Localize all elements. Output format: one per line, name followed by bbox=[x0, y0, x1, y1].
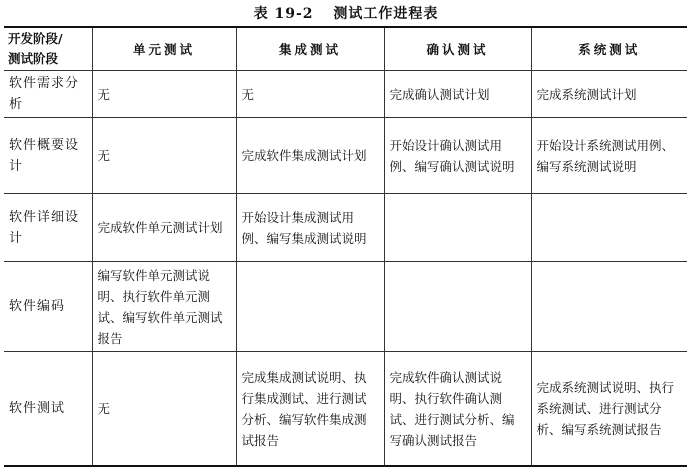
table-caption-title: 测试工作进程表 bbox=[333, 6, 439, 22]
column-header-acceptance-test: 确认测试 bbox=[384, 27, 531, 71]
table-cell bbox=[384, 194, 531, 262]
table-cell: 无 bbox=[92, 118, 236, 194]
column-header-system-test: 系统测试 bbox=[531, 27, 687, 71]
row-phase-cell: 软件编码 bbox=[4, 262, 92, 352]
table-cell bbox=[236, 262, 384, 352]
test-progress-table bbox=[4, 26, 687, 467]
table-cell: 完成软件集成测试计划 bbox=[236, 118, 384, 194]
table-cell: 无 bbox=[236, 71, 384, 118]
table-cell: 开始设计系统测试用例、编写系统测试说明 bbox=[531, 118, 687, 194]
table-cell: 无 bbox=[92, 352, 236, 467]
table-cell: 完成软件确认测试说明、执行软件确认测试、进行测试分析、编写确认测试报告 bbox=[384, 352, 531, 467]
table-cell: 完成系统测试说明、执行系统测试、进行测试分析、编写系统测试报告 bbox=[531, 352, 687, 467]
column-header-unit-test: 单元测试 bbox=[92, 27, 236, 71]
table-cell: 完成系统测试计划 bbox=[531, 71, 687, 118]
table-row bbox=[4, 118, 687, 194]
table-caption bbox=[0, 4, 692, 24]
table-cell: 完成集成测试说明、执行集成测试、进行测试分析、编写软件集成测试报告 bbox=[236, 352, 384, 467]
row-phase-cell: 软件概要设计 bbox=[4, 118, 92, 194]
table-row bbox=[4, 71, 687, 118]
table-cell: 开始设计确认测试用例、编写确认测试说明 bbox=[384, 118, 531, 194]
table-cell: 开始设计集成测试用例、编写集成测试说明 bbox=[236, 194, 384, 262]
column-header-integration-test: 集成测试 bbox=[236, 27, 384, 71]
table-cell bbox=[531, 262, 687, 352]
corner-header-line2: 测试阶段 bbox=[8, 51, 59, 66]
row-phase-cell: 软件需求分析 bbox=[4, 71, 92, 118]
table-cell: 编写软件单元测试说明、执行软件单元测试、编写软件单元测试报告 bbox=[92, 262, 236, 352]
row-phase-cell: 软件详细设计 bbox=[4, 194, 92, 262]
table-cell bbox=[384, 262, 531, 352]
table-row bbox=[4, 194, 687, 262]
table-row bbox=[4, 352, 687, 467]
table-row bbox=[4, 262, 687, 352]
table-caption-number: 表 19-2 bbox=[253, 6, 314, 22]
table-cell: 完成软件单元测试计划 bbox=[92, 194, 236, 262]
table-cell bbox=[531, 194, 687, 262]
corner-header-cell bbox=[4, 27, 92, 71]
corner-header-line1: 开发阶段/ bbox=[8, 31, 63, 46]
table-cell: 完成确认测试计划 bbox=[384, 71, 531, 118]
row-phase-cell: 软件测试 bbox=[4, 352, 92, 467]
table-cell: 无 bbox=[92, 71, 236, 118]
table-header-row bbox=[4, 27, 687, 71]
